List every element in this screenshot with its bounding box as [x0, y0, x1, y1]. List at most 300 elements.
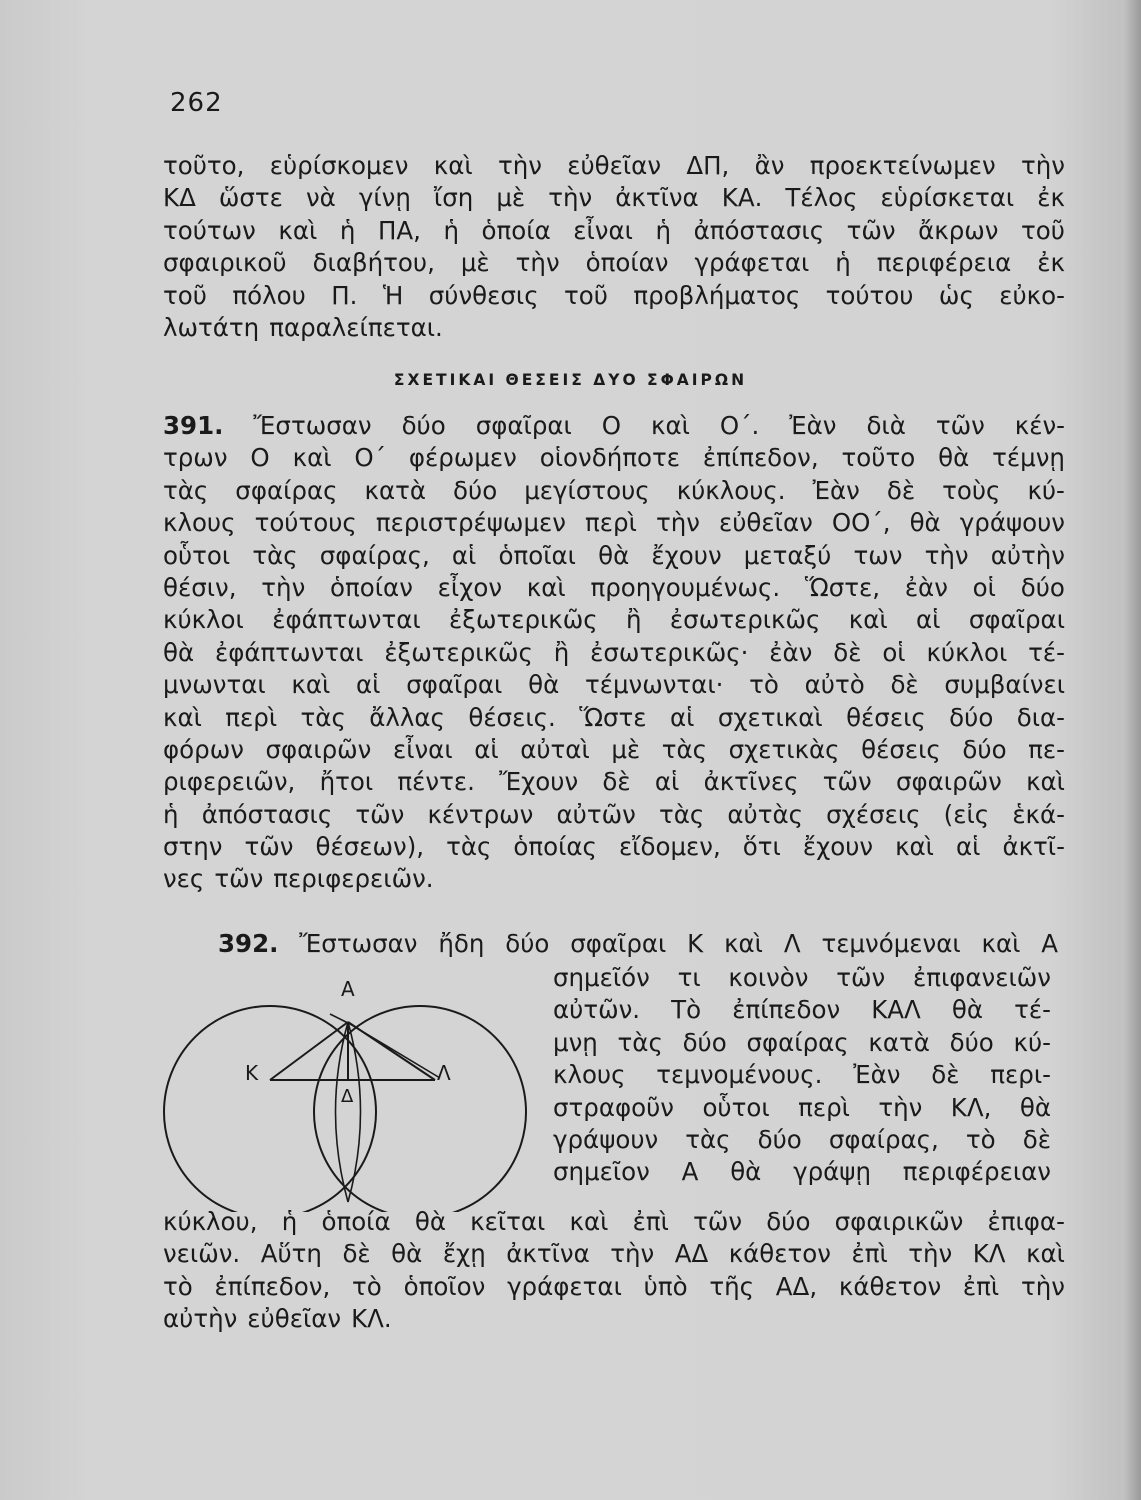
word: θέσεων),: [315, 832, 425, 862]
word: αὐτῶν: [556, 799, 636, 829]
word: δὲ: [833, 637, 862, 667]
word: καὶ: [981, 929, 1021, 958]
word: μὲ: [460, 248, 490, 278]
word: φέρωμεν: [408, 443, 517, 473]
word: τὰς: [446, 832, 492, 862]
word: αἱ: [956, 832, 981, 862]
word: κάθετον: [838, 1271, 942, 1301]
word: οἱ: [882, 637, 906, 667]
text-line: [553, 1027, 1051, 1059]
word: δύο: [505, 929, 550, 958]
word: καὶ: [651, 411, 690, 440]
word: ἡ: [339, 215, 356, 245]
word: φόρων: [163, 734, 244, 764]
word: σφαίρας: [235, 475, 338, 505]
word: ΚΛ,: [950, 1092, 992, 1122]
text-line: [218, 928, 1058, 960]
word: σφαιρῶν: [895, 767, 1002, 797]
word: εἶχον: [437, 572, 503, 602]
word: τὸ: [749, 670, 779, 700]
word: καὶ: [433, 151, 473, 180]
word: γράψῃ: [793, 1157, 871, 1187]
word: ἐκ: [1037, 183, 1065, 213]
word: εὐθεῖαν: [567, 151, 662, 180]
word: ὥστε: [218, 183, 283, 213]
word: εὐθεῖαν: [719, 508, 813, 538]
word: τῶν: [846, 215, 896, 245]
word: ἐπὶ: [632, 1207, 669, 1236]
word: τέμνωνται·: [584, 670, 724, 700]
text-line: [163, 1271, 1065, 1303]
word: ὁποῖον: [403, 1271, 486, 1301]
word: ἐπὶ: [851, 1239, 888, 1269]
word: ἡ: [835, 248, 851, 278]
word: Ο: [250, 443, 270, 473]
word: (εἰς: [943, 799, 990, 829]
word: πόλου: [232, 280, 306, 310]
word: σημεῖον: [553, 1157, 650, 1187]
word: σφαιρικοῦ: [163, 248, 287, 278]
word: Τέλος: [785, 183, 858, 213]
word: προβλήματος: [633, 280, 801, 310]
word: περιφέρειαν: [902, 1157, 1051, 1187]
word: τὴν: [515, 248, 560, 278]
word: δύο: [962, 734, 1007, 764]
word: τὴν: [908, 1239, 953, 1269]
word: ἐπὶ: [962, 1271, 1000, 1301]
word: κύ-: [1027, 475, 1065, 505]
word: περι-: [990, 1060, 1051, 1090]
segment-ka: [270, 1022, 348, 1080]
text-line: [163, 475, 1065, 507]
word: ἐὰν: [904, 572, 948, 602]
word: τῶν: [836, 963, 886, 992]
word: κλους: [163, 508, 236, 538]
word: σφαῖραι: [475, 411, 572, 440]
word: ΑΔ: [674, 1239, 709, 1269]
line-through-a-left: [330, 1014, 350, 1024]
word: καὶ: [163, 702, 202, 732]
word: στραφοῦν: [553, 1092, 674, 1122]
arc-right-ellipse: [348, 1022, 361, 1202]
word: αὐτὰς: [727, 799, 803, 829]
word: Ο΄.: [719, 411, 760, 440]
text-line: [163, 734, 1065, 766]
word: τούτων: [163, 215, 256, 245]
word: δια-: [1016, 702, 1065, 732]
text-line: [163, 572, 1065, 604]
word: θὰ: [938, 443, 970, 473]
label-d: Δ: [341, 1086, 354, 1107]
word: σφαῖραι: [570, 929, 667, 958]
word: ἐκ: [1037, 248, 1065, 278]
word: καὶ: [724, 929, 763, 958]
word: ἐπίπεδον: [732, 995, 841, 1025]
label-l: Λ: [437, 1061, 451, 1085]
word: δὲ: [886, 475, 916, 505]
text-line: [553, 1156, 1051, 1188]
word: θὰ: [1019, 1092, 1051, 1122]
text-line: [553, 994, 1051, 1026]
word: δὲ: [1022, 1124, 1051, 1154]
word: ὅτι: [742, 832, 781, 862]
word: εὐκο-: [999, 280, 1065, 310]
paragraph-number: 391.: [163, 411, 224, 440]
word: περιστρέψωμεν: [375, 508, 566, 538]
word: κατὰ: [868, 1027, 930, 1057]
word: σχετικαὶ: [717, 702, 823, 732]
word: τούτους: [254, 508, 357, 538]
word: ριφερειῶν,: [163, 767, 296, 797]
word: των: [853, 540, 903, 570]
word: καὶ: [895, 832, 934, 862]
word: τέ-: [1028, 637, 1065, 667]
two-spheres-figure: [155, 962, 540, 1212]
word: ἐφάπτωνται: [272, 605, 421, 635]
word: μνῃ: [553, 1027, 598, 1057]
word: περὶ: [585, 508, 637, 538]
word: τὰς: [685, 1124, 731, 1154]
word: δύο: [682, 1027, 727, 1057]
word: περιφέρεια: [876, 248, 1012, 278]
paragraph-continuation: [163, 150, 1065, 344]
text-line: [163, 215, 1065, 247]
word: ἐσωτερικῶς: [669, 605, 821, 635]
word: αἱ: [916, 605, 941, 635]
word: αὐτῶν.: [553, 995, 641, 1025]
arc-left-ellipse: [336, 1022, 349, 1202]
word: στην: [163, 832, 223, 862]
word: τῶν: [935, 411, 985, 440]
section-heading: ΣΧΕΤΙΚΑΙ ΘΕΣΕΙΣ ΔΥΟ ΣΦΑΙΡΩΝ: [393, 371, 748, 389]
paragraph-392-conclusion: [163, 1206, 1065, 1336]
word: ἐφάπτωνται: [215, 637, 364, 667]
word: κύκλοι: [926, 637, 1008, 667]
word: Α: [1041, 929, 1058, 958]
word: τεμνόμεναι: [821, 929, 961, 958]
word: νες: [163, 864, 205, 894]
word: Ὥστε,: [804, 572, 881, 602]
word: τὴν: [1021, 1271, 1065, 1301]
word: μεταξύ: [743, 540, 832, 570]
word: αὐτὸ: [804, 670, 865, 700]
text-line: [163, 702, 1065, 734]
word: ἢ: [626, 605, 642, 635]
word: θὰ: [528, 670, 560, 700]
word: γράψουν: [553, 1124, 659, 1154]
page-edge-shadow: [1123, 0, 1141, 1500]
paragraph-number: 392.: [218, 929, 279, 958]
word: θέσιν,: [163, 572, 237, 602]
word: ἔχουν: [802, 832, 874, 862]
label-k: Κ: [245, 1061, 259, 1085]
word: τὴν: [261, 572, 306, 602]
paragraph-392-first-line: [218, 928, 1058, 960]
word: εἶναι: [392, 734, 453, 764]
word: τὸ: [163, 1271, 193, 1301]
word: περιφερειῶν.: [273, 864, 434, 894]
word: ΑΔ,: [775, 1271, 818, 1301]
text-line: [163, 1206, 1065, 1238]
word: ἔχουν: [651, 540, 722, 570]
text-line: [163, 312, 1065, 344]
word: τὸ: [352, 1271, 382, 1301]
word: τὰς: [252, 540, 298, 570]
word: δὲ: [602, 767, 631, 797]
word: θὰ: [163, 637, 195, 667]
word: παραλείπεται.: [269, 312, 443, 342]
word: θέσεις: [846, 702, 926, 732]
text-line: [163, 637, 1065, 669]
word: ἴση: [433, 183, 474, 213]
text-line: [163, 766, 1065, 798]
word: Κ: [687, 929, 704, 958]
word: τὴν: [497, 151, 542, 180]
word: δύο: [401, 411, 446, 440]
word: ΠΑ,: [377, 215, 421, 245]
word: αἱ: [474, 734, 499, 764]
word: τοῦ: [163, 280, 207, 310]
word: τέ-: [1014, 995, 1051, 1025]
word: Αὕτη: [260, 1239, 322, 1269]
word: τῶν: [355, 799, 405, 829]
word: καὶ: [291, 670, 331, 700]
text-line: [163, 150, 1065, 182]
word: Λ: [783, 929, 801, 958]
word: τὴν: [924, 540, 969, 570]
text-line: [163, 604, 1065, 636]
word: ἄλλας: [369, 702, 445, 732]
word: σχέσεις: [826, 799, 921, 829]
text-line: [163, 831, 1065, 863]
word: κέντρων: [427, 799, 534, 829]
word: κεῖται: [470, 1207, 546, 1236]
text-line: [553, 962, 1051, 994]
word: κοινὸν: [728, 963, 809, 992]
word: τοῦ: [564, 280, 608, 310]
word: δύο: [949, 702, 994, 732]
word: ὁποῖαι: [498, 540, 576, 570]
text-line: [163, 1303, 1065, 1335]
word: τὴν: [610, 1239, 655, 1269]
word: Ἐὰν: [853, 1060, 901, 1090]
word: καὶ: [1026, 1239, 1065, 1269]
word: θὰ: [598, 540, 630, 570]
word: αἱ: [654, 767, 680, 797]
text-line: [163, 669, 1065, 701]
word: αἱ: [356, 670, 381, 700]
word: προηγουμένως.: [590, 572, 781, 602]
word: σχετικὰς: [728, 734, 840, 764]
text-line: [163, 799, 1065, 831]
word: ὁποίαν: [330, 572, 413, 602]
text-line: [553, 1124, 1051, 1156]
word: Ἔστωσαν: [299, 929, 418, 958]
word: μὲ: [611, 734, 641, 764]
word: συμβαίνει: [944, 670, 1065, 700]
word: Ο΄: [354, 443, 386, 473]
label-a: Α: [341, 977, 355, 1001]
word: Π.: [331, 280, 358, 310]
word: ὁποίαν: [585, 248, 669, 278]
word: Ἔχουν: [499, 767, 579, 797]
word: ἐπιφα-: [987, 1207, 1065, 1236]
word: ἂν: [754, 151, 785, 180]
word: τοῦ: [1021, 215, 1065, 245]
word: τῆς: [709, 1271, 755, 1301]
word: ἐξωτερικῶς: [384, 637, 533, 667]
text-line: [163, 410, 1065, 442]
word: τὸ: [965, 1124, 996, 1154]
word: ἐὰν: [769, 637, 813, 667]
word: τρων: [163, 443, 228, 473]
word: αἱ: [669, 702, 695, 732]
text-line: [163, 280, 1065, 312]
word: ΚΑ.: [721, 183, 763, 213]
word: τῶν: [693, 1207, 743, 1236]
paragraph-391: [163, 410, 1065, 896]
word: ὡς: [938, 280, 974, 310]
word: κύκλου,: [163, 1207, 258, 1236]
word: θὰ: [414, 1207, 446, 1236]
word: τέμνῃ: [992, 443, 1065, 473]
word: δὲ: [342, 1239, 371, 1269]
word: τῶν: [822, 767, 872, 797]
word: πέντε.: [397, 767, 475, 797]
word: κέν-: [1014, 411, 1065, 440]
word: καὶ: [1026, 767, 1065, 797]
word: κύκλους.: [676, 475, 786, 505]
word: αἱ: [451, 540, 477, 570]
word: ἀκτῖνα: [615, 183, 699, 213]
word: ἐπίπεδον,: [214, 1271, 331, 1301]
text-line: [163, 442, 1065, 474]
text-line: [163, 507, 1065, 539]
word: ἡ: [443, 215, 459, 245]
word: ἀκτῖνα: [506, 1239, 590, 1269]
word: ἡ: [281, 1207, 298, 1236]
word: ἤδη: [438, 929, 485, 958]
word: τῶν: [244, 832, 294, 862]
text-line: [163, 182, 1065, 214]
word: ἑκά-: [1012, 799, 1065, 829]
word: σημεῖόν: [553, 963, 650, 992]
word: οὗτοι: [163, 540, 231, 570]
word: περὶ: [225, 702, 278, 732]
word: θέσεις.: [468, 702, 556, 732]
word: δύο: [949, 1027, 994, 1057]
word: οἱονδήποτε: [539, 443, 680, 473]
word: Ἐὰν: [812, 475, 860, 505]
word: ὑπὸ: [643, 1271, 688, 1301]
word: τὰς: [617, 1027, 663, 1057]
paragraph-392-wrapped: [553, 962, 1051, 1189]
word: Α: [681, 1157, 699, 1187]
word: τούτου: [825, 280, 914, 310]
word: ὁποία: [481, 215, 551, 245]
word: ἀκτῖνες: [703, 767, 799, 797]
word: ἤτοι: [319, 767, 374, 797]
word: λωτάτη: [163, 312, 260, 342]
text-line: [553, 1059, 1051, 1091]
word: εὐθεῖαν: [247, 1304, 342, 1334]
word: ἡ: [655, 215, 672, 245]
word: τοῦτο: [841, 443, 916, 473]
word: σύνθεσις: [428, 280, 539, 310]
word: νὰ: [305, 183, 336, 213]
word: καὶ: [526, 572, 566, 602]
word: τὰς: [661, 734, 708, 764]
word: ὁποία: [321, 1207, 391, 1236]
circle-l: [314, 1006, 526, 1212]
word: ΔΠ,: [686, 151, 730, 180]
word: γράφεται: [694, 248, 810, 278]
word: ΚΑΛ: [871, 995, 921, 1025]
word: Ἔστωσαν: [253, 411, 372, 440]
word: τῶν: [214, 864, 264, 894]
word: τὴν: [878, 1092, 923, 1122]
word: δύο: [766, 1207, 811, 1236]
word: ἄκρων: [918, 215, 999, 245]
word: δύο: [453, 475, 498, 505]
word: τὴν: [548, 183, 593, 213]
word: ΚΛ.: [351, 1304, 392, 1334]
word: σφαίρας,: [319, 540, 430, 570]
word: γράφεται: [507, 1271, 622, 1301]
word: τὰς: [300, 702, 346, 732]
word: κατὰ: [364, 475, 427, 505]
word: δὲ: [890, 670, 919, 700]
word: διὰ: [866, 411, 906, 440]
text-line: [163, 863, 1065, 895]
word: εἴδομεν,: [618, 832, 721, 862]
word: γίνῃ: [358, 183, 411, 213]
word: μνωνται: [163, 670, 266, 700]
word: ἐξωτερικῶς: [449, 605, 598, 635]
word: δύο: [757, 1124, 802, 1154]
word: θὰ: [391, 1239, 423, 1269]
word: τεμνομένους.: [656, 1060, 823, 1090]
word: κύκλοι: [163, 605, 244, 635]
word: αὐτὴν: [990, 540, 1065, 570]
word: ἀπόστασις: [693, 215, 825, 245]
word: ἢ: [553, 637, 570, 667]
word: θὰ: [951, 995, 984, 1025]
word: Ὥστε: [579, 702, 647, 732]
word: εὑρίσκεται: [880, 183, 1015, 213]
word: εὑρίσκομεν: [269, 151, 409, 180]
text-line: [163, 1238, 1065, 1270]
word: δὲ: [931, 1060, 960, 1090]
word: ὁποίας: [513, 832, 597, 862]
word: οἱ: [972, 572, 996, 602]
word: ΟΟ΄,: [831, 508, 891, 538]
word: τὴν: [655, 508, 700, 538]
word: σφαίρας: [746, 1027, 849, 1057]
word: ἐσωτερικῶς·: [590, 637, 749, 667]
word: κλους: [553, 1060, 626, 1090]
text-line: [163, 540, 1065, 572]
word: ΚΛ: [972, 1239, 1006, 1269]
word: γράψουν: [959, 508, 1065, 538]
word: εἶναι: [573, 215, 633, 245]
word: αὐτὴν: [163, 1304, 238, 1334]
word: προεκτείνωμεν: [809, 151, 996, 180]
word: περὶ: [798, 1092, 850, 1122]
word: σφαίρας,: [828, 1124, 939, 1154]
word: τοῦτο,: [163, 151, 245, 180]
text-line: [553, 1092, 1051, 1124]
